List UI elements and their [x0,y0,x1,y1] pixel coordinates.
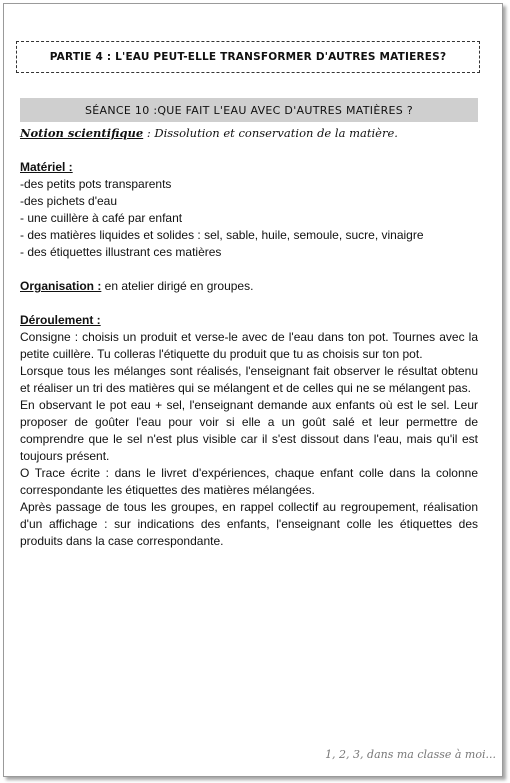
notion-line [20,125,478,142]
document-body [20,125,478,550]
deroulement-paragraph: Après passage de tous les groupes, en rappel collectif au regroupement, réalisation d'un affichage : sur indications des enfants, l'enseignant colle les étiquettes des produits dans la case correspondante. [20,500,478,548]
organisation-line [20,278,478,295]
part-title: PARTIE 4 : L'EAU PEUT-ELLE TRANSFORMER D'AUTRES MATIERES? [49,51,447,63]
notion-label: Notion scientifique [20,126,144,140]
session-title: SÉANCE 10 :QUE FAIT L'EAU AVEC D'AUTRES MATIÈRES ? [85,103,413,117]
materiel-item: - des matières liquides et solides : sel, sable, huile, semoule, sucre, vinaigre [20,228,424,242]
materiel-label: Matériel : [20,160,73,174]
deroulement-paragraph: Lorsque tous les mélanges sont réalisés, l'enseignant fait observer le résultat obtenu et réaliser un tri des matières qui se mélangent et de celles qui ne se mélangent pas. [20,364,478,395]
materiel-item: -des petits pots transparents [20,177,172,191]
deroulement-paragraph: O Trace écrite : dans le livret d'expériences, chaque enfant colle dans la colonne correspondante les étiquettes des matières mélangées. [20,466,478,497]
deroulement-paragraph: En observant le pot eau + sel, l'enseignant demande aux enfants où est le sel. Leur proposer de goûter l'eau pour voir si elle a un goût salé et leur permettre de comprendre que le sel n'est plus visible car il s'est dissout dans l'eau, mais qu'il est toujours présent. [20,398,478,463]
organisation-text: en atelier dirigé en groupes. [101,279,254,293]
materiel-item: - des étiquettes illustrant ces matières [20,245,222,259]
part-title-box [16,41,480,73]
materiel-item: -des pichets d'eau [20,194,118,208]
session-title-bar [20,98,478,122]
notion-text: : Dissolution et conservation de la matière. [143,126,398,140]
footer-signature: 1, 2, 3, dans ma classe à moi... [325,748,496,761]
deroulement-paragraph: Consigne : choisis un produit et verse-le avec de l'eau dans ton pot. Tournes avec la petite cuillère. Tu colleras l'étiquette du produit que tu as choisis sur ton pot. [20,330,478,361]
deroulement-label: Déroulement : [20,313,101,327]
organisation-label: Organisation : [20,279,102,293]
materiel-item: - une cuillère à café par enfant [20,211,183,225]
